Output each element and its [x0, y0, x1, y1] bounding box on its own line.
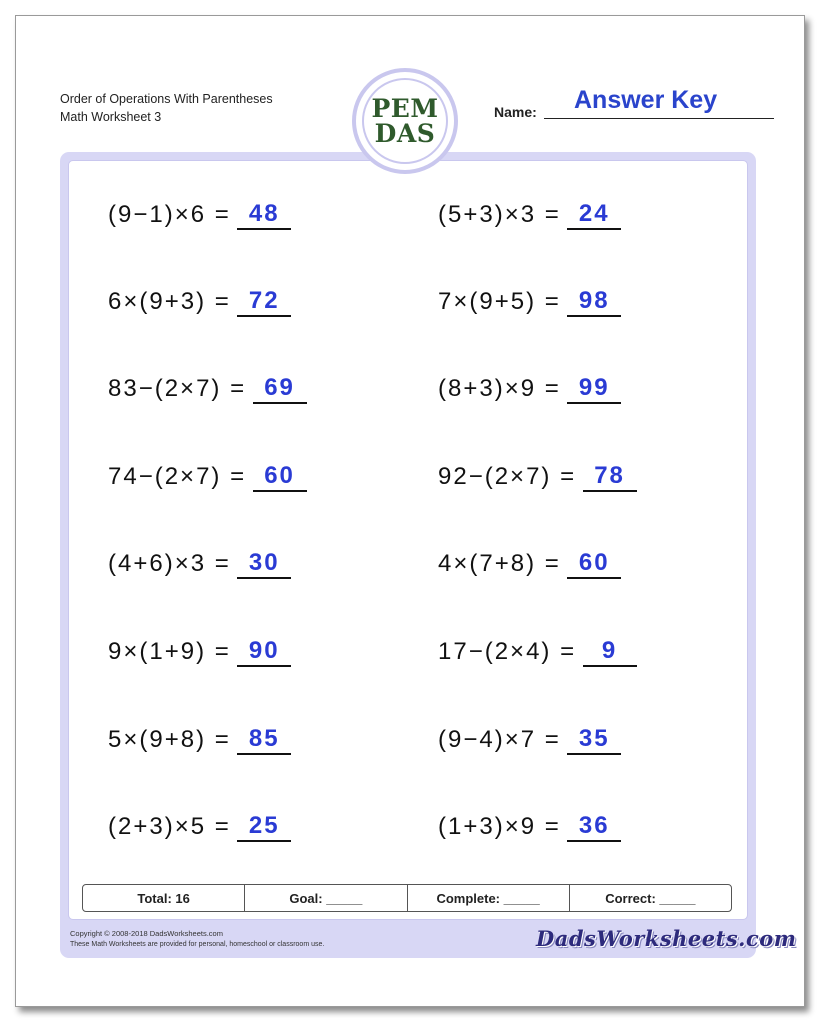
problem-9 — [108, 549, 291, 579]
problem-expression: (9−1)×6 = — [108, 201, 231, 228]
problem-15 — [108, 812, 291, 842]
problem-answer: 69 — [253, 374, 307, 404]
problem-expression: (8+3)×9 = — [438, 375, 561, 402]
dadsworksheets-logo: DadsWorksheets.com — [536, 926, 797, 951]
problem-expression: 5×(9+8) = — [108, 726, 231, 753]
problem-8 — [438, 462, 637, 492]
problem-answer: 72 — [237, 287, 291, 317]
name-label: Name: — [494, 104, 537, 120]
score-goal: Goal: _____ — [245, 885, 407, 911]
problem-answer: 98 — [567, 287, 621, 317]
problem-4 — [438, 287, 621, 317]
problem-expression: 6×(9+3) = — [108, 288, 231, 315]
problem-answer: 90 — [237, 637, 291, 667]
problem-expression: 92−(2×7) = — [438, 463, 577, 490]
problem-expression: (5+3)×3 = — [438, 201, 561, 228]
problem-12 — [438, 637, 637, 667]
problem-3 — [108, 287, 291, 317]
problem-answer: 24 — [567, 200, 621, 230]
logo-text-top: PEM — [371, 94, 439, 123]
pemdas-logo-inner — [362, 78, 448, 164]
problem-expression: (1+3)×9 = — [438, 813, 561, 840]
problem-answer: 60 — [567, 549, 621, 579]
score-complete: Complete: _____ — [408, 885, 570, 911]
problem-answer: 9 — [583, 637, 637, 667]
copyright-text: Copyright © 2008-2018 DadsWorksheets.com — [70, 929, 223, 938]
logo-text-bottom: DAS — [374, 119, 436, 148]
worksheet-subtitle: Math Worksheet 3 — [60, 110, 162, 124]
problem-area — [68, 160, 748, 920]
problem-expression: 17−(2×4) = — [438, 638, 577, 665]
problem-6 — [438, 374, 621, 404]
problem-expression: 7×(9+5) = — [438, 288, 561, 315]
problem-expression: 4×(7+8) = — [438, 550, 561, 577]
problem-expression: (2+3)×5 = — [108, 813, 231, 840]
name-underline — [544, 118, 774, 119]
problem-1 — [108, 200, 291, 230]
pemdas-logo — [352, 68, 458, 174]
problem-11 — [108, 637, 291, 667]
score-box — [82, 884, 732, 912]
score-correct: Correct: _____ — [605, 890, 696, 906]
name-value: Answer Key — [574, 86, 718, 114]
problem-13 — [108, 725, 291, 755]
problem-2 — [438, 200, 621, 230]
problem-14 — [438, 725, 621, 755]
usage-notice: These Math Worksheets are provided for personal, homeschool or classroom use. — [70, 941, 325, 948]
problem-expression: 9×(1+9) = — [108, 638, 231, 665]
problem-answer: 30 — [237, 549, 291, 579]
score-total: Total: 16 — [83, 885, 245, 911]
problem-answer: 35 — [567, 725, 621, 755]
worksheet-title: Order of Operations With Parentheses — [60, 92, 273, 106]
problem-10 — [438, 549, 621, 579]
problem-7 — [108, 462, 307, 492]
problem-expression: (4+6)×3 = — [108, 550, 231, 577]
problem-expression: 74−(2×7) = — [108, 463, 247, 490]
problem-answer: 85 — [237, 725, 291, 755]
problem-16 — [438, 812, 621, 842]
problem-expression: (9−4)×7 = — [438, 726, 561, 753]
problem-5 — [108, 374, 307, 404]
problem-answer: 60 — [253, 462, 307, 492]
problem-answer: 36 — [567, 812, 621, 842]
problem-expression: 83−(2×7) = — [108, 375, 247, 402]
problem-answer: 25 — [237, 812, 291, 842]
problem-answer: 48 — [237, 200, 291, 230]
problem-answer: 99 — [567, 374, 621, 404]
problem-answer: 78 — [583, 462, 637, 492]
